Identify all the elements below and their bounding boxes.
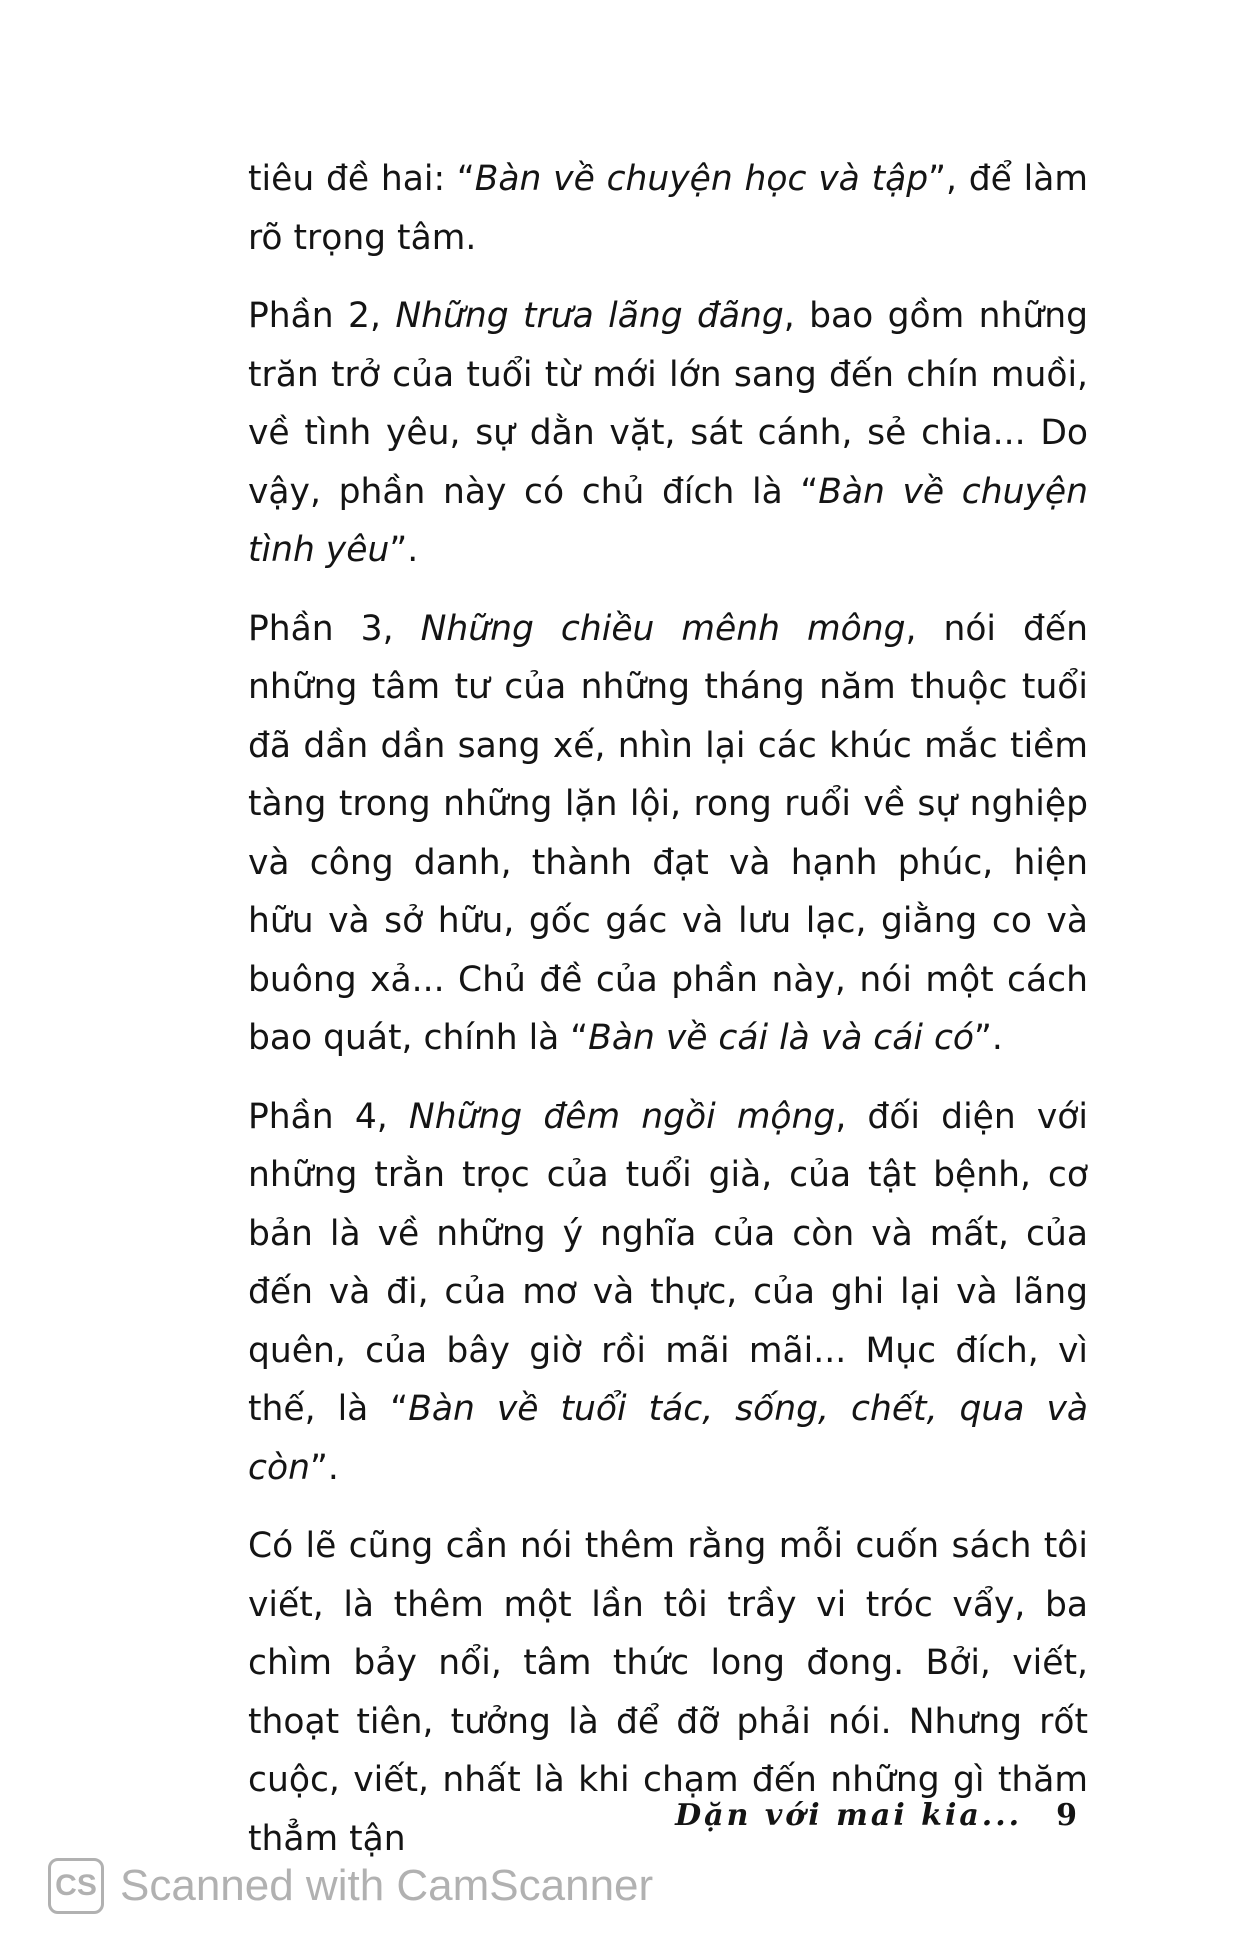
paragraph-1 (248, 150, 1088, 267)
text-run: ”. (389, 530, 419, 570)
paragraph-4 (248, 1088, 1088, 1498)
italic-phrase: Bàn về cái là và cái có (588, 1018, 975, 1058)
camscanner-logo-icon: CS (48, 1858, 104, 1914)
text-run: ”. (309, 1447, 339, 1488)
italic-phrase: Bàn về chuyện tình yêu (248, 471, 1088, 570)
italic-phrase: Những trưa lãng đãng (395, 296, 784, 336)
text-run: , đối diện với những trằn trọc của tuổi già, của tật bệnh, cơ bản là về những ý nghĩa của còn và mất, của đến và đi, của mơ và thực, của ghi lại và lãng quên, của bây giờ rồi mãi mãi... Mục đích, vì thế, là “ (248, 1096, 1088, 1429)
italic-phrase: Những đêm ngồi mộng (408, 1096, 836, 1137)
text-run: Phần 3, (248, 608, 421, 649)
page-footer (675, 1798, 1080, 1833)
paragraph-3 (248, 600, 1088, 1068)
running-title: Dặn với mai kia... (675, 1798, 1023, 1833)
italic-phrase: Bàn về chuyện học và tập (474, 159, 929, 199)
camscanner-watermark (48, 1858, 653, 1914)
body-text (248, 150, 1088, 1888)
text-run: ”, để làm rõ trọng tâm. (248, 159, 1088, 258)
text-run: Có lẽ cũng cần nói thêm rằng mỗi cuốn sách tôi viết, là thêm một lần tôi trầy vi tróc vẩy, ba chìm bảy nổi, tâm thức long đong. Bởi, viết, thoạt tiên, tưởng là để đỡ phải nói. Nhưng rốt cuộc, viết, nhất là khi chạm đến những gì thăm thẳm tận (248, 1526, 1088, 1859)
text-run: , bao gồm những trăn trở của tuổi từ mới lớn sang đến chín muồi, về tình yêu, sự dằn vặt, sát cánh, sẻ chia... Do vậy, phần này có chủ đích là “ (248, 296, 1088, 512)
paragraph-2 (248, 287, 1088, 580)
text-run: ”. (974, 1018, 1003, 1058)
watermark-text: Scanned with CamScanner (120, 1861, 654, 1910)
text-run: , nói đến những tâm tư của những tháng năm thuộc tuổi đã dần dần sang xế, nhìn lại các khúc mắc tiềm tàng trong những lặn lội, rong ruổi về sự nghiệp và công danh, thành đạt và hạnh phúc, hiện hữu và sở hữu, gốc gác và lưu lạc, giằng co và buông xả... Chủ đề của phần này, nói một cách bao quát, chính là “ (248, 608, 1089, 1058)
text-run: Phần 2, (248, 296, 396, 336)
italic-phrase: Bàn về tuổi tác, sống, chết, qua và còn (248, 1389, 1088, 1488)
page-number: 9 (1056, 1798, 1080, 1833)
text-run: tiêu đề hai: “ (248, 159, 475, 199)
italic-phrase: Những chiều mênh mông (420, 608, 906, 649)
text-run: Phần 4, (248, 1096, 409, 1137)
